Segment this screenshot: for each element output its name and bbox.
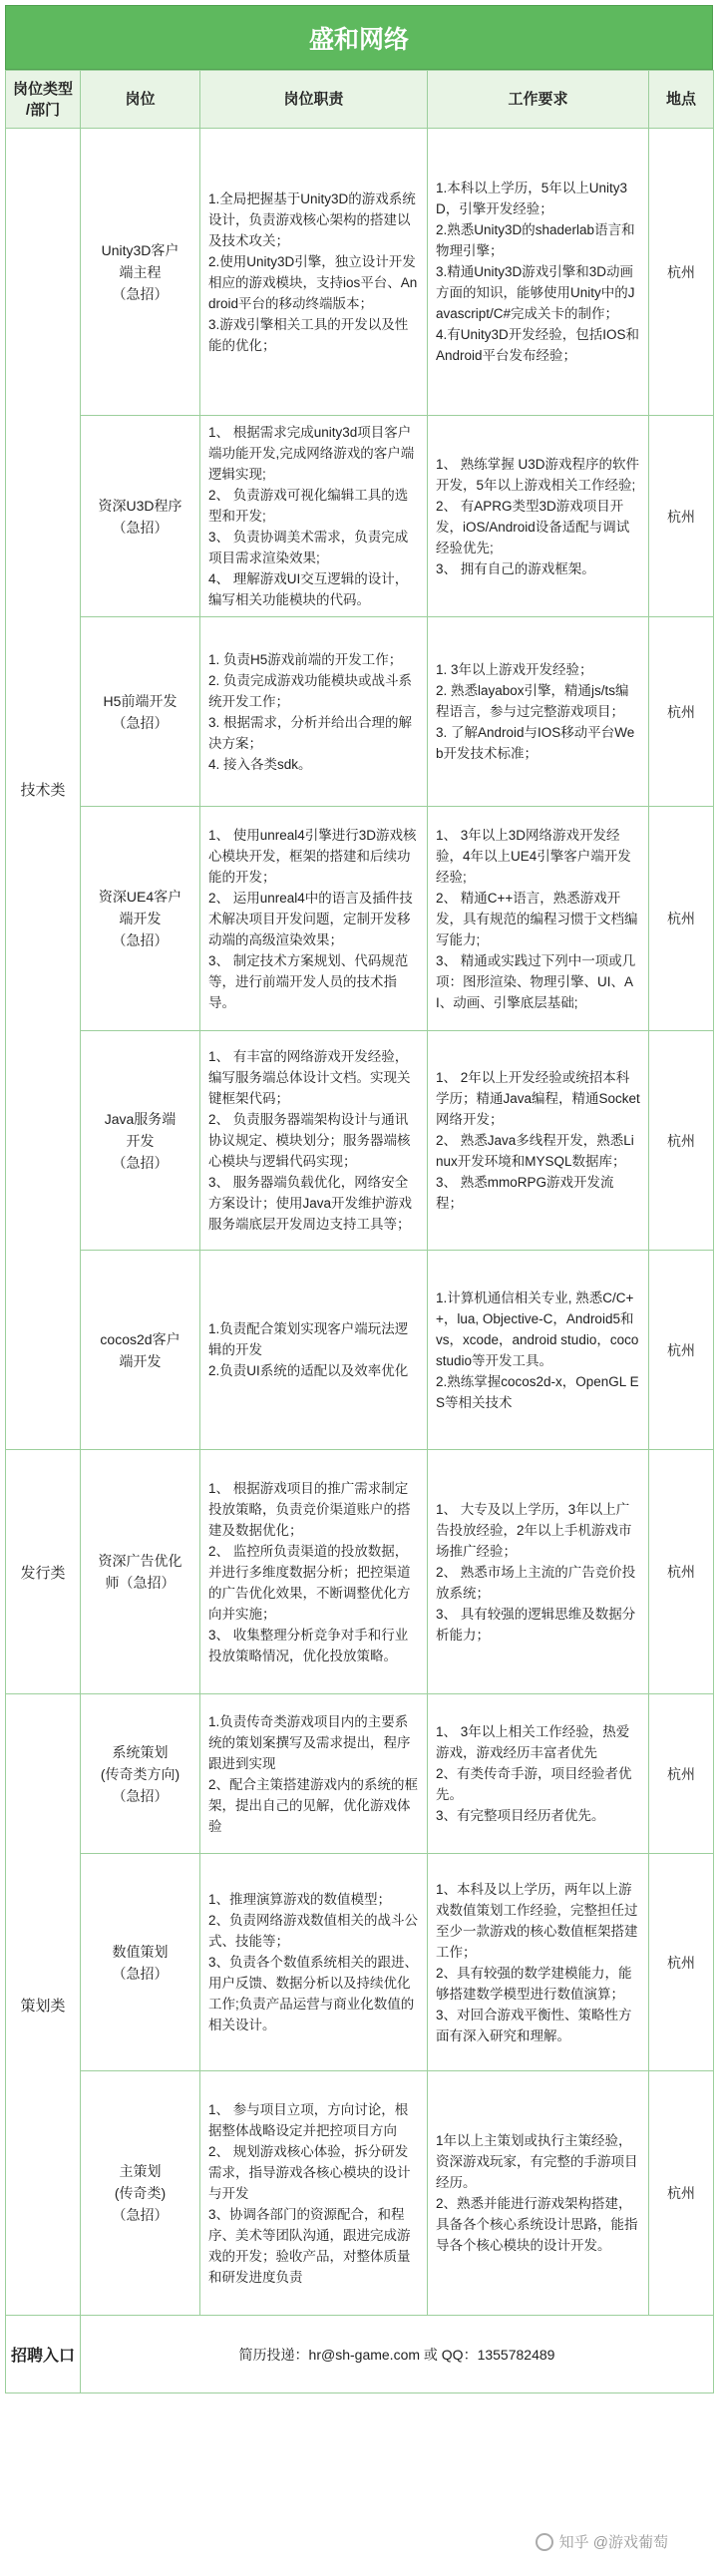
header-position: 岗位 [81, 71, 200, 129]
requirements-cell: 1.本科以上学历，5年以上Unity3D，引擎开发经验； 2.熟悉Unity3D的shaderlab语言和物理引擎； 3.精通Unity3D游戏引擎和3D动画方面的知识，能够使用Unity中的Javascript/C#完成关卡的制作； 4.有Unity3D开发经验，包括IOS和Android平台发布经验； [428, 129, 649, 416]
header-duties: 岗位职责 [200, 71, 428, 129]
location-cell: 杭州 [649, 1450, 714, 1694]
position-line: 师（急招） [105, 1575, 176, 1591]
position-cell [81, 1694, 200, 1854]
header-location: 地点 [649, 71, 714, 129]
duties-cell: 1.负责配合策划实现客户端玩法逻辑的开发 2.负责UI系统的适配以及效率优化 [200, 1251, 428, 1450]
position-line: 资深广告优化 [98, 1553, 182, 1569]
position-cell [81, 807, 200, 1031]
requirements-cell: 1、 熟练掌握 U3D游戏程序的软件开发，5年以上游戏相关工作经验; 2、 有APRG类型3D游戏项目开发，iOS/Android设备适配与调试经验优先; 3、 拥有自己的游戏框架。 [428, 416, 649, 617]
position-line: 主策划 [119, 2163, 162, 2179]
position-line: 开发 [126, 1132, 155, 1149]
duties-cell: 1. 负责H5游戏前端的开发工作； 2. 负责完成游戏功能模块或战斗系统开发工作； 3. 根据需求，分析并给出合理的解决方案； 4. 接入各类sdk。 [200, 617, 428, 807]
table-row [6, 416, 714, 617]
watermark-text: 知乎 @游戏葡萄 [558, 2534, 668, 2551]
header-requirements: 工作要求 [428, 71, 649, 129]
table-row [6, 807, 714, 1031]
position-cell [81, 1854, 200, 2071]
position-cell [81, 416, 200, 617]
requirements-cell: 1年以上主策划或执行主策经验，资深游戏玩家，有完整的手游项目经历。 2、熟悉并能进行游戏架构搭建，具备各个核心系统设计思路，能指导各个核心模块的设计开发。 [428, 2071, 649, 2316]
camera-icon [536, 2533, 553, 2551]
header-category-text: 岗位类型 /部门 [12, 80, 73, 119]
position-line: 资深UE4客户 [98, 889, 182, 905]
category-cell: 技术类 [6, 129, 81, 1450]
position-line: （急招） [112, 932, 169, 948]
position-line: cocos2d客户 [100, 1330, 180, 1347]
position-cell [81, 617, 200, 807]
position-cell [81, 129, 200, 416]
position-line: (传奇类方向) [100, 1765, 180, 1782]
position-cell [81, 1031, 200, 1251]
position-line: (传奇类) [114, 2185, 167, 2201]
location-cell: 杭州 [649, 416, 714, 617]
location-cell: 杭州 [649, 807, 714, 1031]
table-row [6, 129, 714, 416]
requirements-cell: 1、 3年以上3D网络游戏开发经验，4年以上UE4引擎客户端开发经验; 2、 精通C++语言，熟悉游戏开发，具有规范的编程习惯于文档编写能力; 3、 精通或实践过下列中一项或几项：图形渲染、物理引擎、UI、AI、动画、引擎底层基础; [428, 807, 649, 1031]
category-cell: 发行类 [6, 1450, 81, 1694]
requirements-cell: 1、 3年以上相关工作经验，热爱游戏，游戏经历丰富者优先 2、有类传奇手游，项目经验者优先。 3、有完整项目经历者优先。 [428, 1694, 649, 1854]
position-line: 资深U3D程序 [98, 497, 182, 514]
header-category [6, 71, 81, 129]
position-line: Java服务端 [104, 1110, 177, 1127]
location-cell: 杭州 [649, 1854, 714, 2071]
location-cell: 杭州 [649, 129, 714, 416]
requirements-cell: 1. 3年以上游戏开发经验； 2. 熟悉layabox引擎，精通js/ts编程语言，参与过完整游戏项目； 3. 了解Android与IOS移动平台Web开发技术标准； [428, 617, 649, 807]
table-row [6, 1694, 714, 1854]
position-line: H5前端开发 [103, 692, 178, 709]
position-line: 端开发 [119, 1352, 162, 1369]
requirements-cell: 1、 大专及以上学历，3年以上广告投放经验，2年以上手机游戏市场推广经验； 2、 熟悉市场上主流的广告竞价投放系统； 3、 具有较强的逻辑思维及数据分析能力； [428, 1450, 649, 1694]
table-row [6, 2071, 714, 2316]
position-cell [81, 1251, 200, 1450]
duties-cell: 1、 有丰富的网络游戏开发经验，编写服务端总体设计文档。实现关键框架代码； 2、 负责服务器端架构设计与通讯协议规定、模块划分；服务器端核心模块与逻辑代码实现； 3、 服务器端负载优化，网络安全方案设计；使用Java开发维护游戏服务端底层开发周边支持工具等； [200, 1031, 428, 1251]
table-header-row [6, 71, 714, 129]
position-line: （急招） [112, 1787, 169, 1804]
duties-cell: 1、推理演算游戏的数值模型； 2、负责网络游戏数值相关的战斗公式、技能等； 3、负责各个数值系统相关的跟进、用户反馈、数据分析以及持续优化工作;负责产品运营与商业化数值的相关设计。 [200, 1854, 428, 2071]
position-line: （急招） [112, 714, 169, 731]
page-title: 盛和网络 [5, 5, 713, 70]
position-line: （急招） [112, 1965, 169, 1982]
position-line: 端开发 [119, 911, 162, 926]
position-line: （急招） [112, 1154, 169, 1171]
table-row [6, 1031, 714, 1251]
duties-cell: 1、 使用unreal4引擎进行3D游戏核心模块开发，框架的搭建和后续功能的开发； 2、 运用unreal4中的语言及插件技术解决项目开发问题，定制开发移动端的高级渲染效果； 3、 制定技术方案规划、代码规范等，进行前端开发人员的技术指导。 [200, 807, 428, 1031]
position-line: 系统策划 [112, 1743, 169, 1760]
watermark [536, 2531, 668, 2552]
table-row [6, 1251, 714, 1450]
position-line: 端主程 [119, 263, 162, 280]
table-row [6, 1450, 714, 1694]
recruit-entry-label: 招聘入口 [6, 2316, 81, 2393]
table-row [6, 1854, 714, 2071]
duties-cell: 1、 根据游戏项目的推广需求制定投放策略，负责竞价渠道账户的搭建及数据优化； 2、 监控所负责渠道的投放数据，并进行多维度数据分析；把控渠道的广告优化效果，不断调整优化方向并实施； 3、 收集整理分析竞争对手和行业投放策略情况，优化投放策略。 [200, 1450, 428, 1694]
duties-cell: 1.全局把握基于Unity3D的游戏系统设计，负责游戏核心架构的搭建以及技术攻关； 2.使用Unity3D引擎，独立设计开发相应的游戏模块，支持ios平台、Android平台的移动终端版本； 3.游戏引擎相关工具的开发以及性能的优化； [200, 129, 428, 416]
position-line: （急招） [112, 2207, 169, 2223]
location-cell: 杭州 [649, 1251, 714, 1450]
footer-row [6, 2316, 714, 2393]
duties-cell: 1.负责传奇类游戏项目内的主要系统的策划案撰写及需求提出，程序跟进到实现 2、配合主策搭建游戏内的系统的框架，提出自己的见解，优化游戏体验 [200, 1694, 428, 1854]
position-line: Unity3D客户 [101, 241, 180, 258]
location-cell: 杭州 [649, 1694, 714, 1854]
location-cell: 杭州 [649, 617, 714, 807]
recruitment-page [5, 5, 713, 2393]
position-line: （急招） [112, 285, 169, 302]
requirements-cell: 1、本科及以上学历，两年以上游戏数值策划工作经验，完整担任过至少一款游戏的核心数值框架搭建工作； 2、具有较强的数学建模能力，能够搭建数学模型进行数值演算； 3、对回合游戏平衡性、策略性方面有深入研究和理解。 [428, 1854, 649, 2071]
requirements-cell: 1.计算机通信相关专业, 熟悉C/C++，lua, Objective-C，Android5和vs，xcode，android studio，cocostudio等开发工具。 2.熟练掌握cocos2d-x，OpenGL ES等相关技术 [428, 1251, 649, 1450]
contact-info[interactable]: 简历投递：hr@sh-game.com 或 QQ：1355782489 [81, 2316, 714, 2393]
position-line: 数值策划 [112, 1943, 169, 1960]
position-cell [81, 1450, 200, 1694]
duties-cell: 1、 参与项目立项，方向讨论，根据整体战略设定并把控项目方向 2、 规划游戏核心体验，拆分研发需求，指导游戏各核心模块的设计与开发 3、协调各部门的资源配合，和程序、美术等团队沟通，跟进完成游戏的开发；验收产品，对整体质量和研发进度负责 [200, 2071, 428, 2316]
table-row [6, 617, 714, 807]
requirements-cell: 1、 2年以上开发经验或统招本科学历；精通Java编程，精通Socket网络开发； 2、 熟悉Java多线程开发，熟悉Linux开发环境和MYSQL数据库； 3、 熟悉mmoRPG游戏开发流程； [428, 1031, 649, 1251]
category-cell: 策划类 [6, 1694, 81, 2316]
duties-cell: 1、 根据需求完成unity3d项目客户端功能开发,完成网络游戏的客户端逻辑实现; 2、 负责游戏可视化编辑工具的选型和开发; 3、 负责协调美术需求，负责完成项目需求渲染效果; 4、 理解游戏UI交互逻辑的设计，编写相关功能模块的代码。 [200, 416, 428, 617]
location-cell: 杭州 [649, 1031, 714, 1251]
jobs-table [5, 70, 714, 2393]
position-cell [81, 2071, 200, 2316]
location-cell: 杭州 [649, 2071, 714, 2316]
position-line: （急招） [112, 519, 169, 536]
